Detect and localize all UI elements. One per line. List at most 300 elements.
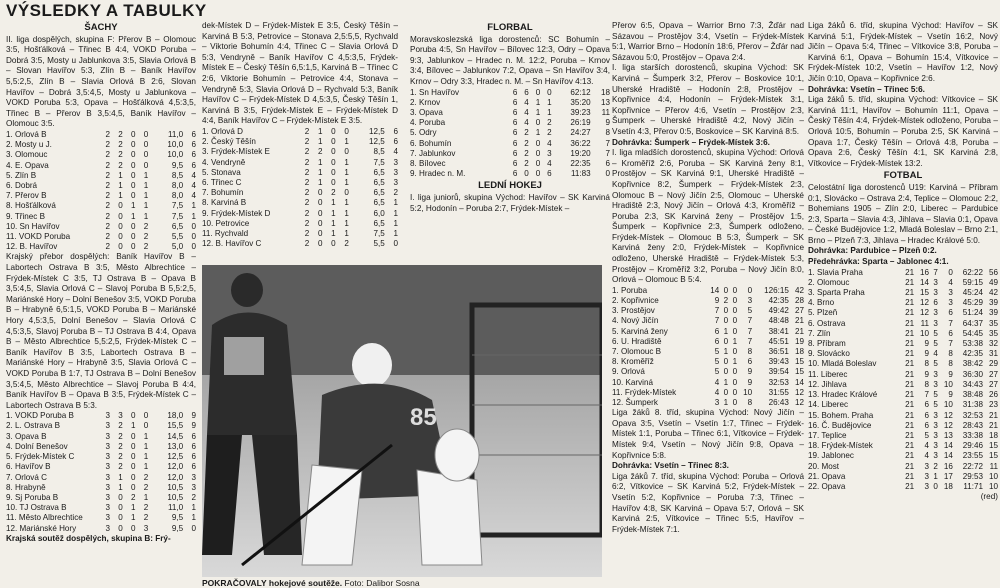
table-cell: 12,0	[167, 472, 184, 482]
table-cell: 4	[524, 118, 529, 128]
table-row	[410, 118, 610, 128]
table-cell: 2	[118, 452, 123, 462]
table-cell: 0	[732, 387, 738, 397]
table-cell: 9	[605, 118, 610, 128]
table-cell: 2	[304, 198, 310, 208]
table-cell: 1	[118, 180, 123, 190]
table-cell: 11:83	[570, 169, 591, 179]
table-cell: 6	[747, 357, 753, 367]
table-cell: 1	[143, 191, 149, 201]
table-cell: 4	[191, 191, 196, 201]
table-row	[6, 513, 196, 523]
table-cell: 0	[732, 296, 738, 306]
section-head-fotbal: FOTBAL	[883, 170, 923, 182]
team-name: 7. Orlová C	[6, 472, 47, 482]
table-cell: 2	[118, 160, 123, 170]
table-cell: 10,0	[167, 150, 184, 160]
table-cell: 6,5	[171, 221, 184, 231]
table-cell: 0	[723, 336, 729, 346]
table-cell: 11	[920, 318, 930, 328]
table-cell: 6	[512, 97, 518, 107]
table-cell: 12	[920, 298, 930, 308]
table-cell: 8,0	[171, 180, 184, 190]
table-cell: 45:51	[768, 336, 789, 346]
table-cell: 21	[905, 288, 915, 298]
table-cell: 3	[948, 298, 953, 308]
team-name: 8. Kroměříž	[612, 357, 654, 367]
standings-table-fotbal	[808, 268, 998, 492]
table-cell: 0	[118, 211, 123, 221]
table-cell: 3	[393, 167, 398, 177]
table-cell: 15	[988, 441, 998, 451]
table-cell: 1	[344, 218, 349, 228]
table-cell: 0	[723, 306, 729, 316]
table-row	[6, 140, 196, 150]
table-cell: 0	[143, 150, 149, 160]
table-cell: 3	[393, 157, 398, 167]
table-cell: 28:43	[962, 420, 984, 430]
table-cell: 1	[191, 513, 196, 523]
table-cell: 0	[191, 242, 196, 252]
table-cell: 49:42	[768, 306, 789, 316]
table-cell: 3	[118, 411, 123, 421]
table-cell: 6	[547, 169, 552, 179]
table-cell: 0	[143, 421, 149, 431]
table-cell: 22:35	[570, 158, 591, 168]
table-cell: 16	[920, 267, 930, 277]
table-cell: 2	[143, 221, 149, 231]
table-cell: 0	[317, 239, 323, 249]
table-cell: 2	[393, 188, 398, 198]
table-cell: 1	[732, 336, 738, 346]
table-cell: 12	[943, 410, 953, 420]
table-row	[202, 137, 398, 147]
table-cell: 3	[933, 441, 938, 451]
team-name: 3. Prostějov	[612, 306, 655, 316]
table-cell: 42:35	[768, 296, 789, 306]
table-cell: 1	[143, 201, 149, 211]
team-name: 12. B. Havířov	[6, 242, 58, 252]
column-chess-continued	[202, 21, 398, 271]
table-cell: 23:55	[962, 451, 984, 461]
table-cell: 2	[331, 188, 336, 198]
team-name: 2. L. Ostrava B	[6, 421, 60, 431]
team-name: 3. Frýdek-Místek E	[202, 147, 270, 157]
table-cell: 6,5	[373, 167, 385, 177]
table-row	[410, 108, 610, 118]
table-cell: 2	[344, 239, 349, 249]
table-cell: 12,0	[167, 462, 184, 472]
table-cell: 21	[905, 379, 915, 389]
table-cell: 0	[131, 431, 136, 441]
table-row	[808, 421, 998, 431]
team-name: 4. Nový Jičín	[612, 316, 659, 326]
team-name: 10. Mladá Boleslav	[808, 359, 877, 369]
table-cell: 2	[105, 160, 110, 170]
table-cell: 8	[747, 347, 753, 357]
table-cell: 5	[714, 367, 720, 377]
table-cell: 27	[988, 379, 998, 389]
table-cell: 0	[131, 452, 136, 462]
table-cell: 1	[131, 421, 136, 431]
team-name: 22. Opava	[808, 481, 846, 491]
table-row	[808, 482, 998, 492]
team-name: 1. VOKD Poruba B	[6, 411, 74, 421]
team-name: 6. U. Hradiště	[612, 336, 662, 346]
table-cell: 18	[794, 347, 804, 357]
table-cell: 0	[535, 148, 541, 158]
table-cell: 9	[924, 349, 930, 359]
team-name: 2. Český Těšín	[202, 137, 256, 147]
table-cell: 31:38	[962, 400, 984, 410]
hokej-results-text: I. liga juniorů, skupina Východ: Havířov – SK Karviná 5:2, Hodonín – Poruba 2:7, Frýdek-Místek –	[410, 192, 610, 213]
table-cell: 0	[732, 285, 738, 295]
table-cell: 11	[601, 107, 610, 117]
team-name: 15. Bohem. Praha	[808, 410, 874, 420]
table-cell: 6	[191, 441, 196, 451]
table-cell: 21	[905, 441, 915, 451]
table-cell: 3	[191, 472, 196, 482]
table-cell: 0	[131, 242, 136, 252]
table-cell: 64:37	[962, 318, 984, 328]
table-cell: 6	[924, 400, 930, 410]
team-name: 6. Třinec C	[202, 177, 242, 187]
table-cell: 2	[118, 421, 123, 431]
table-cell: 0	[317, 198, 323, 208]
table-cell: 1	[143, 441, 149, 451]
table-cell: 21	[905, 339, 915, 349]
table-cell: 36:22	[570, 138, 591, 148]
table-cell: 0	[948, 267, 953, 277]
table-cell: 5	[933, 359, 938, 369]
table-cell: 0	[393, 239, 398, 249]
team-name: 1. Orlová D	[202, 126, 243, 136]
hokej-junior-results: Přerov 6:5, Opava – Warrior Brno 7:3, Žďár nad Sázavou – Prostějov 3:4, Vsetín – Frýdek-Místek 5:1, Warrior Brno – Hodonín 18:6, Přerov – Žďár nad Sázavou 5:0, Prostějov – Opava 2:4.	[612, 21, 804, 62]
table-row	[612, 398, 804, 408]
table-cell: 0	[732, 326, 738, 336]
table-cell: 1	[143, 170, 149, 180]
table-cell: 38:48	[962, 390, 984, 400]
fotbal-results-text: Celostátní liga dorostenců U19: Karviná – Příbram 0:1, Slovácko – Ostrava 2:4, Teplice – Olomouc 2:2, Bohemians 1905 – Zlín 2:0, Liberec – Pardubice 2:3, Sparta – Slavia 4:3, Jihlava – Slavia 0:1, Opava – České Budějovice 1:2, Mladá Boleslav – Brno 2:1, Brno – Plzeň 7:3, Jihlava – Hradec Králové 5:0.	[808, 182, 998, 245]
table-cell: 2	[105, 242, 110, 252]
table-cell: 0	[131, 160, 136, 170]
table-cell: 21	[794, 326, 804, 336]
table-cell: 4	[714, 377, 720, 387]
table-row	[612, 296, 804, 306]
team-name: 5. Stonava	[202, 167, 241, 177]
table-cell: 21	[905, 420, 915, 430]
table-row	[6, 483, 196, 493]
table-cell: 0	[732, 377, 738, 387]
table-row	[808, 370, 998, 380]
table-row	[202, 178, 398, 188]
table-cell: 0	[344, 147, 349, 157]
table-cell: 33:38	[962, 430, 984, 440]
table-cell: 15	[988, 451, 998, 461]
table-cell: 0	[131, 523, 136, 533]
table-cell: 34:43	[962, 379, 984, 389]
table-cell: 0	[131, 191, 136, 201]
page-title: VÝSLEDKY A TABULKY	[6, 1, 207, 20]
table-cell: 2	[547, 128, 552, 138]
table-row	[410, 98, 610, 108]
table-cell: 1	[118, 170, 123, 180]
team-name: 11. VOKD Poruba	[6, 231, 71, 241]
team-name: 2. Mosty u J.	[6, 140, 52, 150]
table-cell: 4	[933, 349, 938, 359]
table-cell: 0	[143, 411, 149, 421]
table-cell: 2	[304, 137, 310, 147]
table-row	[808, 472, 998, 482]
column-fotbal	[808, 21, 998, 586]
table-row	[202, 168, 398, 178]
table-cell: 0	[118, 242, 123, 252]
table-cell: 1	[344, 167, 349, 177]
table-cell: 9	[948, 369, 953, 379]
table-cell: 6,5	[373, 188, 385, 198]
table-cell: 2	[933, 461, 938, 471]
table-cell: 0	[131, 221, 136, 231]
table-cell: 1	[723, 377, 729, 387]
team-name: 1. Sn Havířov	[410, 87, 460, 97]
table-row	[808, 329, 998, 339]
table-cell: 2	[524, 148, 529, 158]
table-cell: 13	[943, 430, 953, 440]
team-name: 11. Rychvald	[202, 228, 249, 238]
fotbal-dohravka: Dohrávka: Pardubice – Plzeň 0:2.	[808, 246, 937, 256]
table-cell: 2	[304, 239, 310, 249]
table-cell: 1	[131, 513, 136, 523]
table-cell: 0	[317, 208, 323, 218]
table-row	[410, 159, 610, 169]
table-cell: 4	[191, 180, 196, 190]
team-name: 11. Město Albrechtice	[6, 513, 83, 523]
table-cell: 2	[304, 228, 310, 238]
table-cell: 29:46	[962, 441, 984, 451]
table-cell: 0	[118, 503, 123, 513]
team-name: 8. Hrabyně	[6, 482, 46, 492]
table-row	[202, 127, 398, 137]
table-row	[6, 232, 196, 242]
team-name: 19. Jablonec	[808, 451, 854, 461]
table-cell: 1	[344, 177, 349, 187]
table-row	[6, 201, 196, 211]
team-name: 1. Orlová B	[6, 129, 47, 139]
table-cell: 42	[794, 285, 804, 295]
table-cell: 0	[131, 129, 136, 139]
table-cell: 1	[547, 97, 552, 107]
team-name: 18. Frýdek-Místek	[808, 441, 873, 451]
table-cell: 48:48	[768, 316, 789, 326]
table-cell: 7,5	[373, 228, 385, 238]
table-cell: 0	[131, 472, 136, 482]
table-cell: 2	[118, 441, 123, 451]
table-cell: 4	[547, 158, 552, 168]
table-cell: 7	[948, 318, 953, 328]
table-cell: 39:54	[768, 367, 789, 377]
table-cell: 6	[714, 336, 720, 346]
table-cell: 6	[524, 87, 529, 97]
table-cell: 59:15	[962, 277, 984, 287]
table-cell: 10	[943, 400, 953, 410]
table-cell: 12	[943, 420, 953, 430]
table-cell: 0	[331, 239, 336, 249]
table-cell: 32	[988, 339, 998, 349]
table-cell: 0	[317, 188, 323, 198]
table-row	[6, 212, 196, 222]
table-cell: 11,0	[168, 129, 184, 139]
table-row	[808, 349, 998, 359]
table-row	[6, 442, 196, 452]
hokej-zaci-7-results: Liga žáků 7. tříd, skupina Východ: Poruba – Orlová 6:2, Vítkovice – SK Karviná 5:2, Frýdek-Místek – Vsetín 5:2, Kopřivnice – Poruba 7:3, Třinec – Havířov 4:8, SK Karviná – Opava 5:7, Orlová – SK Karviná 2:5, Vítkovice – Třinec 5:5, Havířov – Frýdek-Místek 7:1.	[612, 471, 804, 534]
florbal-results-text: Moravskoslezská liga dorostenců: SC Bohumín – Poruba 4:5, Sn Havířov – Bílovec 12:3, Odry – Opava 9:3, Jablunkov – Hradec n. M. 12:2, Poruba – Krnov 3:4, Bílovec – Jablunkov 7:2, Opava – Sn Havířov 3:4, Krnov – Odry 3:3, Hradec n. M. – Sn Havířov 4:13.	[410, 34, 610, 86]
table-cell: 2	[118, 431, 123, 441]
table-cell: 5	[933, 328, 938, 338]
table-row	[6, 411, 196, 421]
team-name: 10. Karviná	[612, 377, 653, 387]
table-row	[6, 222, 196, 232]
table-row	[808, 308, 998, 318]
table-cell: 6,5	[373, 198, 385, 208]
table-cell: 0	[535, 138, 541, 148]
table-cell: 6	[512, 148, 518, 158]
table-cell: 2	[105, 140, 110, 150]
table-cell: 1	[723, 326, 729, 336]
table-cell: 21	[905, 430, 915, 440]
krajsky-results-text: Krajský přebor dospělých: Baník Havířov B – Labortech Ostrava B 3:5, Město Albrechtice – Frýdek-Místek C 3:5, TJ Ostrava B – Opava B 3,5:4,5, Slavia Orlová C – Slavoj Poruba B 5,5:2,5, Mariánské Hory – Dolní Benešov 3:5, VOKD Poruba B – Hrabyně 6,5:1,5, VOKD Poruba B – Mariánské Hory 4,5:3,5, Dolní Benešov – Slavia Orlová C 4,5:3,5, Slavoj Poruba B – TJ Ostrava B 4:4, Opava B – Město Albrechtice 5,5:2,5, Frýdek-Místek C – Baník Havířov B 3:5, Labortech Ostrava B – Mariánské Hory – Hrabyně 3:5, Slavia Orlová C – VOKD Poruba B 1:7, TJ Ostrava B – Dolní Benešov 3,5:4,5, Město Albrechtice – Slavoj Poruba B 4:4, Baník Havířov B – Opava B 3:5, Frýdek-Místek C – Labortech Ostrava B 5:3.	[6, 252, 196, 410]
table-cell: 3	[747, 296, 753, 306]
table-cell: 0	[605, 169, 610, 179]
table-cell: 4	[924, 451, 930, 461]
table-cell: 2	[118, 150, 123, 160]
table-cell: 18	[943, 481, 953, 491]
table-cell: 35:20	[570, 97, 591, 107]
table-cell: 3	[105, 421, 110, 431]
table-cell: 12	[794, 387, 804, 397]
table-cell: 35	[988, 318, 998, 328]
table-cell: 10	[988, 481, 998, 491]
table-row	[808, 278, 998, 288]
table-cell: 18	[988, 430, 998, 440]
table-cell: 0	[344, 126, 349, 136]
table-cell: 17	[943, 471, 953, 481]
table-cell: 2	[105, 211, 110, 221]
table-cell: 6	[948, 328, 953, 338]
table-cell: 31:55	[768, 387, 789, 397]
table-cell: 21	[905, 328, 915, 338]
team-name: 8. Karviná B	[202, 198, 247, 208]
table-cell: 62:12	[570, 87, 591, 97]
table-cell: 0	[143, 140, 149, 150]
table-cell: 0	[723, 367, 729, 377]
table-row	[808, 390, 998, 400]
table-cell: 9	[747, 377, 753, 387]
hokej-dohravka-2: Dohrávka: Vsetín – Třinec 8:3.	[612, 461, 729, 471]
table-cell: 1	[317, 157, 323, 167]
table-row	[808, 339, 998, 349]
table-cell: 14	[710, 285, 720, 295]
table-cell: 3	[933, 277, 938, 287]
table-cell: 21	[905, 451, 915, 461]
section-head-hokej: LEDNÍ HOKEJ	[478, 180, 542, 192]
table-cell: 9,5	[171, 160, 184, 170]
team-name: 20. Most	[808, 461, 840, 471]
table-row	[6, 181, 196, 191]
table-row	[410, 139, 610, 149]
team-name: 11. Liberec	[808, 369, 848, 379]
table-cell: 0	[317, 228, 323, 238]
team-name: 9. Frýdek-Místek D	[202, 208, 271, 218]
team-name: 1. Slavia Praha	[808, 267, 863, 277]
table-cell: 2	[524, 128, 529, 138]
table-row	[612, 316, 804, 326]
table-cell: 3	[933, 379, 938, 389]
table-cell: 3	[105, 492, 110, 502]
table-row	[6, 150, 196, 160]
table-cell: 14,5	[167, 431, 184, 441]
table-cell: 6	[393, 137, 398, 147]
table-cell: 62:22	[962, 267, 984, 277]
table-row	[808, 380, 998, 390]
table-cell: 9	[924, 369, 930, 379]
table-row	[202, 219, 398, 229]
table-cell: 13,0	[167, 441, 184, 451]
table-cell: 3	[105, 513, 110, 523]
table-row	[612, 306, 804, 316]
table-cell: 9	[191, 421, 196, 431]
table-cell: 6	[512, 169, 518, 179]
table-cell: 9	[924, 339, 930, 349]
section-head-chess: ŠACHY	[84, 22, 118, 33]
table-cell: 3	[933, 308, 938, 318]
team-name: 13. Hradec Králové	[808, 390, 878, 400]
table-cell: 36:51	[768, 347, 789, 357]
table-cell: 6	[512, 138, 518, 148]
team-name: 16. Č. Budějovice	[808, 420, 872, 430]
table-cell: 1	[191, 201, 196, 211]
table-cell: 7	[714, 306, 720, 316]
table-cell: 3	[105, 472, 110, 482]
table-cell: 8,5	[373, 147, 385, 157]
table-cell: 14	[794, 377, 804, 387]
table-cell: 7,5	[373, 157, 385, 167]
table-cell: 2	[524, 158, 529, 168]
table-cell: 21	[905, 359, 915, 369]
table-cell: 1	[118, 482, 123, 492]
table-row	[808, 451, 998, 461]
table-cell: 2	[524, 138, 529, 148]
table-cell: 10,0	[167, 140, 184, 150]
table-cell: 1	[393, 198, 398, 208]
table-cell: 0	[535, 169, 541, 179]
table-row	[808, 268, 998, 278]
table-cell: 0	[118, 492, 123, 502]
table-row	[6, 130, 196, 140]
table-cell: 3	[933, 318, 938, 328]
table-cell: 1	[317, 167, 323, 177]
table-cell: 12,5	[369, 137, 385, 147]
standings-table-chess-krajska-soutez	[202, 127, 398, 249]
table-cell: 42	[988, 288, 998, 298]
table-cell: 56	[988, 267, 998, 277]
table-cell: 3	[393, 177, 398, 187]
table-cell: 5	[714, 357, 720, 367]
team-name: 3. Opava	[410, 107, 443, 117]
table-row	[6, 493, 196, 503]
team-name: 5. Plzeň	[808, 308, 838, 318]
table-cell: 6	[191, 452, 196, 462]
table-cell: 12	[920, 308, 930, 318]
